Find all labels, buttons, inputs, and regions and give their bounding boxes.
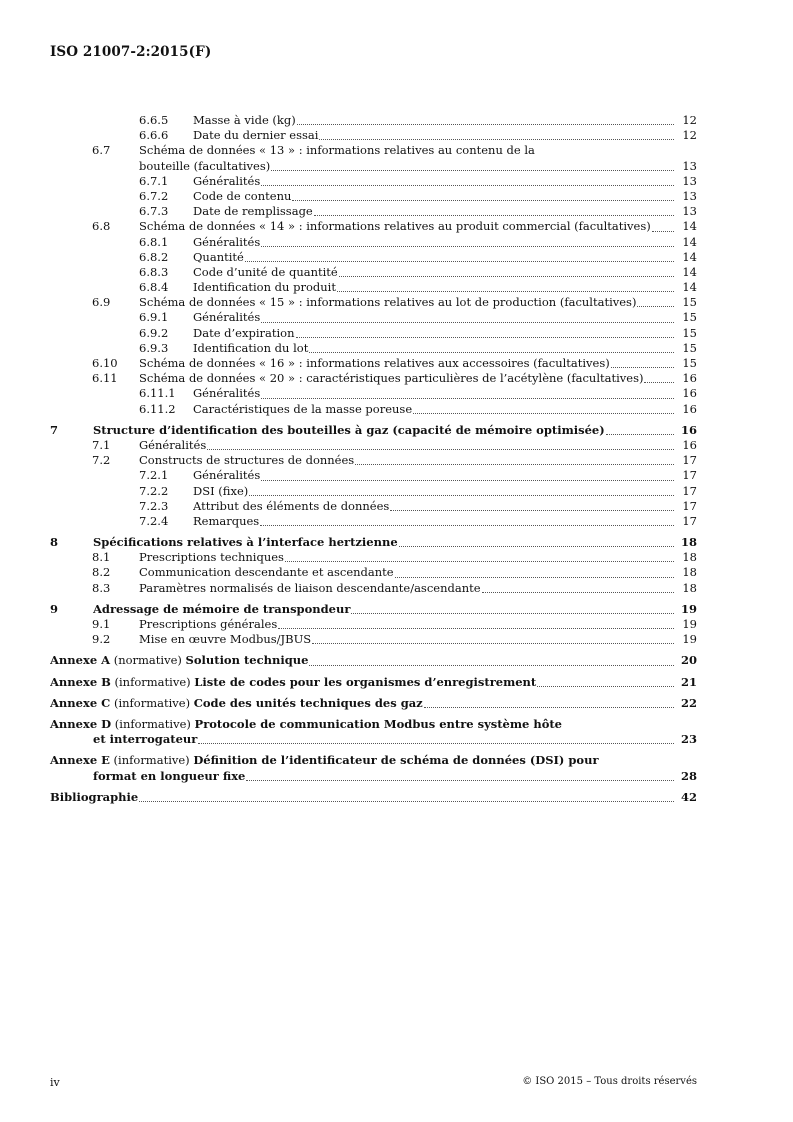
leader-dots <box>297 123 674 125</box>
leader-dots <box>482 591 674 593</box>
toc-entry-text: Date du dernier essai <box>193 128 319 143</box>
annex-title: Liste de codes pour les organismes d’enregistrement <box>194 674 537 689</box>
toc-entry[interactable] <box>0 675 793 690</box>
toc-entry-title <box>139 581 675 596</box>
leader-dots <box>424 706 674 708</box>
toc-entry-title-line <box>50 717 562 732</box>
toc-page-number: 12 <box>682 113 697 127</box>
toc-entry-title <box>193 499 675 514</box>
toc-entry-title <box>193 250 675 265</box>
toc-entry[interactable] <box>0 219 793 234</box>
toc-entry-text <box>50 696 423 711</box>
toc-entry-number: 7.2 <box>92 453 111 468</box>
toc-entry-text: Prescriptions générales <box>139 617 278 631</box>
toc-entry-text: Prescriptions techniques <box>139 550 284 565</box>
toc-entry-first-line[interactable] <box>0 717 793 732</box>
toc-page-number: 16 <box>682 371 697 386</box>
toc-entry[interactable] <box>0 326 793 341</box>
toc-entry-number: 6.7 <box>92 143 111 158</box>
toc-entry-title <box>193 468 675 483</box>
leader-dots <box>261 321 674 323</box>
toc-entry[interactable] <box>0 565 793 580</box>
leader-dots <box>246 779 674 781</box>
document-header <box>50 44 211 60</box>
toc-entry[interactable] <box>0 295 793 310</box>
toc-entry[interactable] <box>0 581 793 596</box>
toc-page-number: 16 <box>682 437 697 452</box>
toc-page-number: 17 <box>682 498 697 513</box>
toc-entry-text: Généralités <box>193 386 261 401</box>
toc-entry[interactable] <box>0 653 793 668</box>
toc-entry-title <box>193 514 675 529</box>
leader-dots <box>355 463 674 465</box>
toc-entry-title <box>139 356 675 371</box>
toc-entry-title-line: Schéma de données « 13 » : informations relatives au contenu de la <box>139 143 535 158</box>
leader-dots <box>413 412 674 414</box>
leader-dots <box>351 612 674 614</box>
leader-dots <box>245 260 674 262</box>
toc-page-number: 16 <box>682 386 697 401</box>
toc-page-number: 22 <box>680 695 697 710</box>
toc-entry[interactable] <box>0 769 793 784</box>
toc-entry-number: 7.2.1 <box>139 468 169 483</box>
toc-entry-number: 6.11.2 <box>139 401 176 416</box>
toc-entry-text: Schéma de données « 14 » : informations relatives au produit commercial (facultatives) <box>139 219 651 234</box>
toc-page-number: 19 <box>682 632 697 647</box>
toc-entry-text: Code d’unité de quantité <box>193 264 338 279</box>
toc-entry-number: 6.6.6 <box>139 128 169 143</box>
toc-page-number: 17 <box>682 483 697 498</box>
toc-entry-first-line[interactable] <box>0 753 793 768</box>
toc-page-number: 19 <box>682 617 697 631</box>
annex-kind: (informative) <box>110 674 195 689</box>
toc-page-number: 13 <box>682 158 697 173</box>
toc-entry-number: 6.7.3 <box>139 204 169 219</box>
toc-entry[interactable] <box>0 174 793 189</box>
leader-dots <box>261 245 674 247</box>
toc-entry-text: Identification du lot <box>193 340 309 355</box>
toc-page-number: 14 <box>682 264 697 279</box>
toc-entry-title <box>139 159 675 174</box>
toc-entry[interactable] <box>0 235 793 250</box>
toc-page-number: 19 <box>680 601 697 616</box>
annex-title: Protocole de communication Modbus entre système hôte <box>194 716 562 731</box>
annex-label: Annexe C <box>50 695 111 710</box>
toc-page-number: 18 <box>682 550 697 565</box>
leader-dots <box>309 664 674 666</box>
annex-kind: (informative) <box>110 695 194 710</box>
toc-page-number: 17 <box>682 468 697 483</box>
leader-dots <box>319 138 674 140</box>
leader-dots <box>207 448 674 450</box>
toc-entry-title <box>139 371 675 386</box>
toc-page-number: 15 <box>682 325 697 340</box>
toc-entry-number: 7.2.3 <box>139 498 169 513</box>
toc-entry-number: 6.7.2 <box>139 188 169 203</box>
toc-page-number: 12 <box>682 128 697 143</box>
toc-entry-number: 7 <box>50 422 59 437</box>
toc-page-number: 15 <box>682 356 697 370</box>
toc-entry-number: 7.2.4 <box>139 513 169 528</box>
toc-entry-title <box>139 453 675 468</box>
leader-dots <box>296 336 675 338</box>
toc-page-number: 15 <box>682 340 697 355</box>
toc-page-number: 17 <box>682 453 697 468</box>
toc-entry-text: Schéma de données « 15 » : informations relatives au lot de production (facultatives) <box>139 295 637 310</box>
toc-page-number: 16 <box>682 401 697 416</box>
toc-page-number: 20 <box>680 653 697 668</box>
toc-entry-title <box>193 341 675 356</box>
toc-entry-title <box>193 386 675 401</box>
toc-entry[interactable] <box>0 438 793 453</box>
leader-dots <box>314 214 674 216</box>
leader-dots <box>312 642 674 644</box>
toc-entry-text: Caractéristiques de la masse poreuse <box>193 401 413 416</box>
toc-entry-title <box>93 423 675 438</box>
toc-entry-number: 6.10 <box>92 356 118 370</box>
leader-dots <box>309 351 674 353</box>
toc-entry-title <box>193 174 675 189</box>
toc-entry-text: Schéma de données « 20 » : caractéristiques particulières de l’acétylène (facultatives) <box>139 371 644 386</box>
toc-entry-number: 6.11.1 <box>139 386 176 401</box>
toc-entry-title <box>193 235 675 250</box>
toc-entry[interactable] <box>0 632 793 647</box>
toc-entry-text: Constructs de structures de données <box>139 453 355 468</box>
toc-entry-number: 7.1 <box>92 437 111 452</box>
toc-page-number: 14 <box>682 280 697 295</box>
annex-label: Annexe E <box>50 753 110 768</box>
toc-entry-text: DSI (fixe) <box>193 483 249 498</box>
toc-entry-number: 6.8.1 <box>139 234 169 249</box>
toc-entry-text: Date de remplissage <box>193 204 313 219</box>
leader-dots <box>637 305 674 307</box>
footer-copyright: © ISO 2015 – Tous droits réservés <box>522 1076 697 1087</box>
toc-entry[interactable] <box>0 310 793 325</box>
toc-entry-text: Remarques <box>193 513 260 528</box>
footer-page-number: iv <box>50 1076 60 1089</box>
toc-entry-number: 6.9.3 <box>139 340 169 355</box>
leader-dots <box>271 169 674 171</box>
toc-entry[interactable] <box>0 280 793 295</box>
toc-entry-text: Généralités <box>139 437 207 452</box>
toc-entry-title <box>139 219 675 234</box>
leader-dots <box>260 524 674 526</box>
toc-entry-title <box>50 790 675 805</box>
toc-entry-text: Paramètres normalisés de liaison descendante/ascendante <box>139 580 481 595</box>
toc-entry[interactable] <box>0 159 793 174</box>
toc-entry-title <box>193 326 675 341</box>
toc-entry-text: Structure d’identification des bouteilles à gaz (capacité de mémoire optimisée) <box>93 422 605 437</box>
leader-dots <box>390 509 674 511</box>
toc-entry-text: format en longueur fixe <box>93 768 246 783</box>
toc-entry-title <box>139 438 675 453</box>
toc-page-number: 15 <box>682 310 697 325</box>
annex-label: Annexe A <box>50 653 111 668</box>
leader-dots <box>399 545 674 547</box>
toc-entry[interactable] <box>0 386 793 401</box>
toc-entry-text: Généralités <box>193 234 261 249</box>
annex-title: Solution technique <box>185 653 309 668</box>
leader-dots <box>644 381 674 383</box>
toc-entry-text: Mise en œuvre Modbus/JBUS <box>139 632 312 647</box>
annex-label: Annexe B <box>50 674 111 689</box>
leader-dots <box>292 199 674 201</box>
toc-entry-text: Adressage de mémoire de transpondeur <box>93 601 351 616</box>
toc-entry[interactable] <box>0 265 793 280</box>
toc-entry-title <box>139 550 675 565</box>
leader-dots <box>249 494 674 496</box>
toc-entry-text: Date d’expiration <box>193 325 295 340</box>
toc-entry-title <box>139 295 675 310</box>
toc-entry-text: Spécifications relatives à l’interface hertzienne <box>93 535 398 550</box>
leader-dots <box>285 560 674 562</box>
toc-entry-first-line[interactable] <box>0 143 793 158</box>
toc-entry-number: 8.3 <box>92 580 111 595</box>
table-of-contents <box>0 113 793 805</box>
toc-entry-text <box>50 675 536 690</box>
toc-entry[interactable] <box>0 468 793 483</box>
toc-entry-number: 6.8 <box>92 219 111 234</box>
toc-entry-number: 6.6.5 <box>139 113 169 127</box>
toc-entry-title-line <box>50 753 599 768</box>
toc-page-number: 13 <box>682 204 697 219</box>
toc-entry-number: 6.7.1 <box>139 173 169 188</box>
toc-entry[interactable] <box>0 602 793 617</box>
toc-entry-text: Bibliographie <box>50 789 139 804</box>
toc-entry[interactable] <box>0 341 793 356</box>
toc-entry-title <box>139 617 675 632</box>
toc-entry-number: 6.9.2 <box>139 325 169 340</box>
toc-page-number: 21 <box>680 674 697 689</box>
toc-entry-number: 9.2 <box>92 632 111 647</box>
toc-entry-number: 6.8.3 <box>139 264 169 279</box>
toc-entry[interactable] <box>0 550 793 565</box>
toc-entry[interactable] <box>0 402 793 417</box>
toc-entry-number: 6.11 <box>92 371 118 386</box>
toc-entry[interactable] <box>0 617 793 632</box>
toc-entry[interactable] <box>0 484 793 499</box>
annex-label: Annexe D <box>50 716 112 731</box>
toc-entry-number: 8.2 <box>92 565 111 580</box>
leader-dots <box>198 742 674 744</box>
toc-entry-text: Code de contenu <box>193 188 292 203</box>
toc-entry[interactable] <box>0 732 793 747</box>
toc-entry-title <box>193 204 675 219</box>
toc-page-number: 18 <box>682 580 697 595</box>
toc-entry[interactable] <box>0 356 793 371</box>
toc-entry-title <box>193 265 675 280</box>
toc-page-number: 13 <box>682 173 697 188</box>
toc-page-number: 23 <box>680 732 697 747</box>
toc-page-number: 42 <box>680 789 697 804</box>
toc-entry[interactable] <box>0 514 793 529</box>
leader-dots <box>261 397 674 399</box>
leader-dots <box>261 479 674 481</box>
toc-entry-number: 8.1 <box>92 550 111 565</box>
leader-dots <box>395 576 674 578</box>
toc-entry-text: Généralités <box>193 468 261 483</box>
toc-entry-number: 8 <box>50 535 59 550</box>
toc-entry[interactable] <box>0 535 793 550</box>
toc-page-number: 18 <box>680 535 697 550</box>
toc-entry-number: 9.1 <box>92 617 111 631</box>
toc-entry[interactable] <box>0 423 793 438</box>
toc-entry-title <box>50 653 675 668</box>
toc-entry-text <box>50 653 308 668</box>
toc-entry-number: 7.2.2 <box>139 483 169 498</box>
toc-entry-title <box>93 769 675 784</box>
toc-entry[interactable] <box>0 128 793 143</box>
toc-page-number: 13 <box>682 188 697 203</box>
toc-entry-text: Généralités <box>193 310 261 325</box>
toc-entry-number: 6.8.4 <box>139 280 169 295</box>
document-id: ISO 21007-2:2015(F) <box>50 44 212 60</box>
toc-entry-text: bouteille (facultatives) <box>139 158 271 173</box>
toc-entry-title <box>193 113 675 128</box>
toc-page-number: 16 <box>680 422 697 437</box>
toc-page-number: 14 <box>682 249 697 264</box>
annex-kind: (informative) <box>111 716 195 731</box>
annex-kind: (informative) <box>109 753 194 768</box>
leader-dots <box>606 433 674 435</box>
leader-dots <box>537 685 674 687</box>
toc-entry-title <box>193 280 675 295</box>
toc-entry[interactable] <box>0 696 793 711</box>
toc-entry-text: Masse à vide (kg) <box>193 113 296 127</box>
toc-page-number: 15 <box>682 295 697 310</box>
leader-dots <box>337 290 674 292</box>
toc-page-number: 18 <box>682 565 697 580</box>
leader-dots <box>278 627 674 629</box>
toc-entry[interactable] <box>0 371 793 386</box>
toc-entry-text: Communication descendante et ascendante <box>139 565 394 580</box>
leader-dots <box>139 800 674 802</box>
toc-entry-text: Quantité <box>193 249 244 264</box>
toc-entry-number: 6.8.2 <box>139 249 169 264</box>
leader-dots <box>611 366 674 368</box>
toc-entry-title <box>50 675 675 690</box>
toc-entry-title <box>139 632 675 647</box>
toc-entry[interactable] <box>0 499 793 514</box>
leader-dots <box>261 184 674 186</box>
toc-entry-title <box>193 189 675 204</box>
toc-entry-text: Attribut des éléments de données <box>193 498 390 513</box>
toc-entry-number: 9 <box>50 601 59 616</box>
toc-entry[interactable] <box>0 189 793 204</box>
toc-entry-title <box>93 732 675 747</box>
toc-entry-title <box>193 402 675 417</box>
toc-page-number: 14 <box>682 219 697 234</box>
toc-page-number: 17 <box>682 513 697 528</box>
leader-dots <box>652 230 674 232</box>
toc-page-number: 14 <box>682 234 697 249</box>
toc-entry-number: 6.9 <box>92 295 111 310</box>
toc-entry-title <box>50 696 675 711</box>
toc-entry[interactable] <box>0 790 793 805</box>
annex-title: Code des unités techniques des gaz <box>193 695 423 710</box>
toc-entry-title <box>193 310 675 325</box>
toc-entry[interactable] <box>0 204 793 219</box>
toc-entry[interactable] <box>0 250 793 265</box>
toc-entry-number: 6.9.1 <box>139 310 169 325</box>
toc-page-number: 28 <box>680 768 697 783</box>
toc-entry[interactable] <box>0 453 793 468</box>
toc-entry-text: Identification du produit <box>193 280 336 295</box>
toc-entry[interactable] <box>0 113 793 128</box>
leader-dots <box>339 275 674 277</box>
toc-entry-title <box>193 128 675 143</box>
toc-entry-title <box>193 484 675 499</box>
toc-entry-title <box>93 602 675 617</box>
annex-kind: (normative) <box>110 653 186 668</box>
toc-entry-text: Schéma de données « 16 » : informations relatives aux accessoires (facultatives) <box>139 356 610 370</box>
toc-entry-title <box>139 565 675 580</box>
toc-entry-text: Généralités <box>193 173 261 188</box>
annex-title: Définition de l’identificateur de schéma de données (DSI) pour <box>193 753 599 768</box>
toc-entry-title <box>93 535 675 550</box>
toc-entry-text: et interrogateur <box>93 732 198 747</box>
